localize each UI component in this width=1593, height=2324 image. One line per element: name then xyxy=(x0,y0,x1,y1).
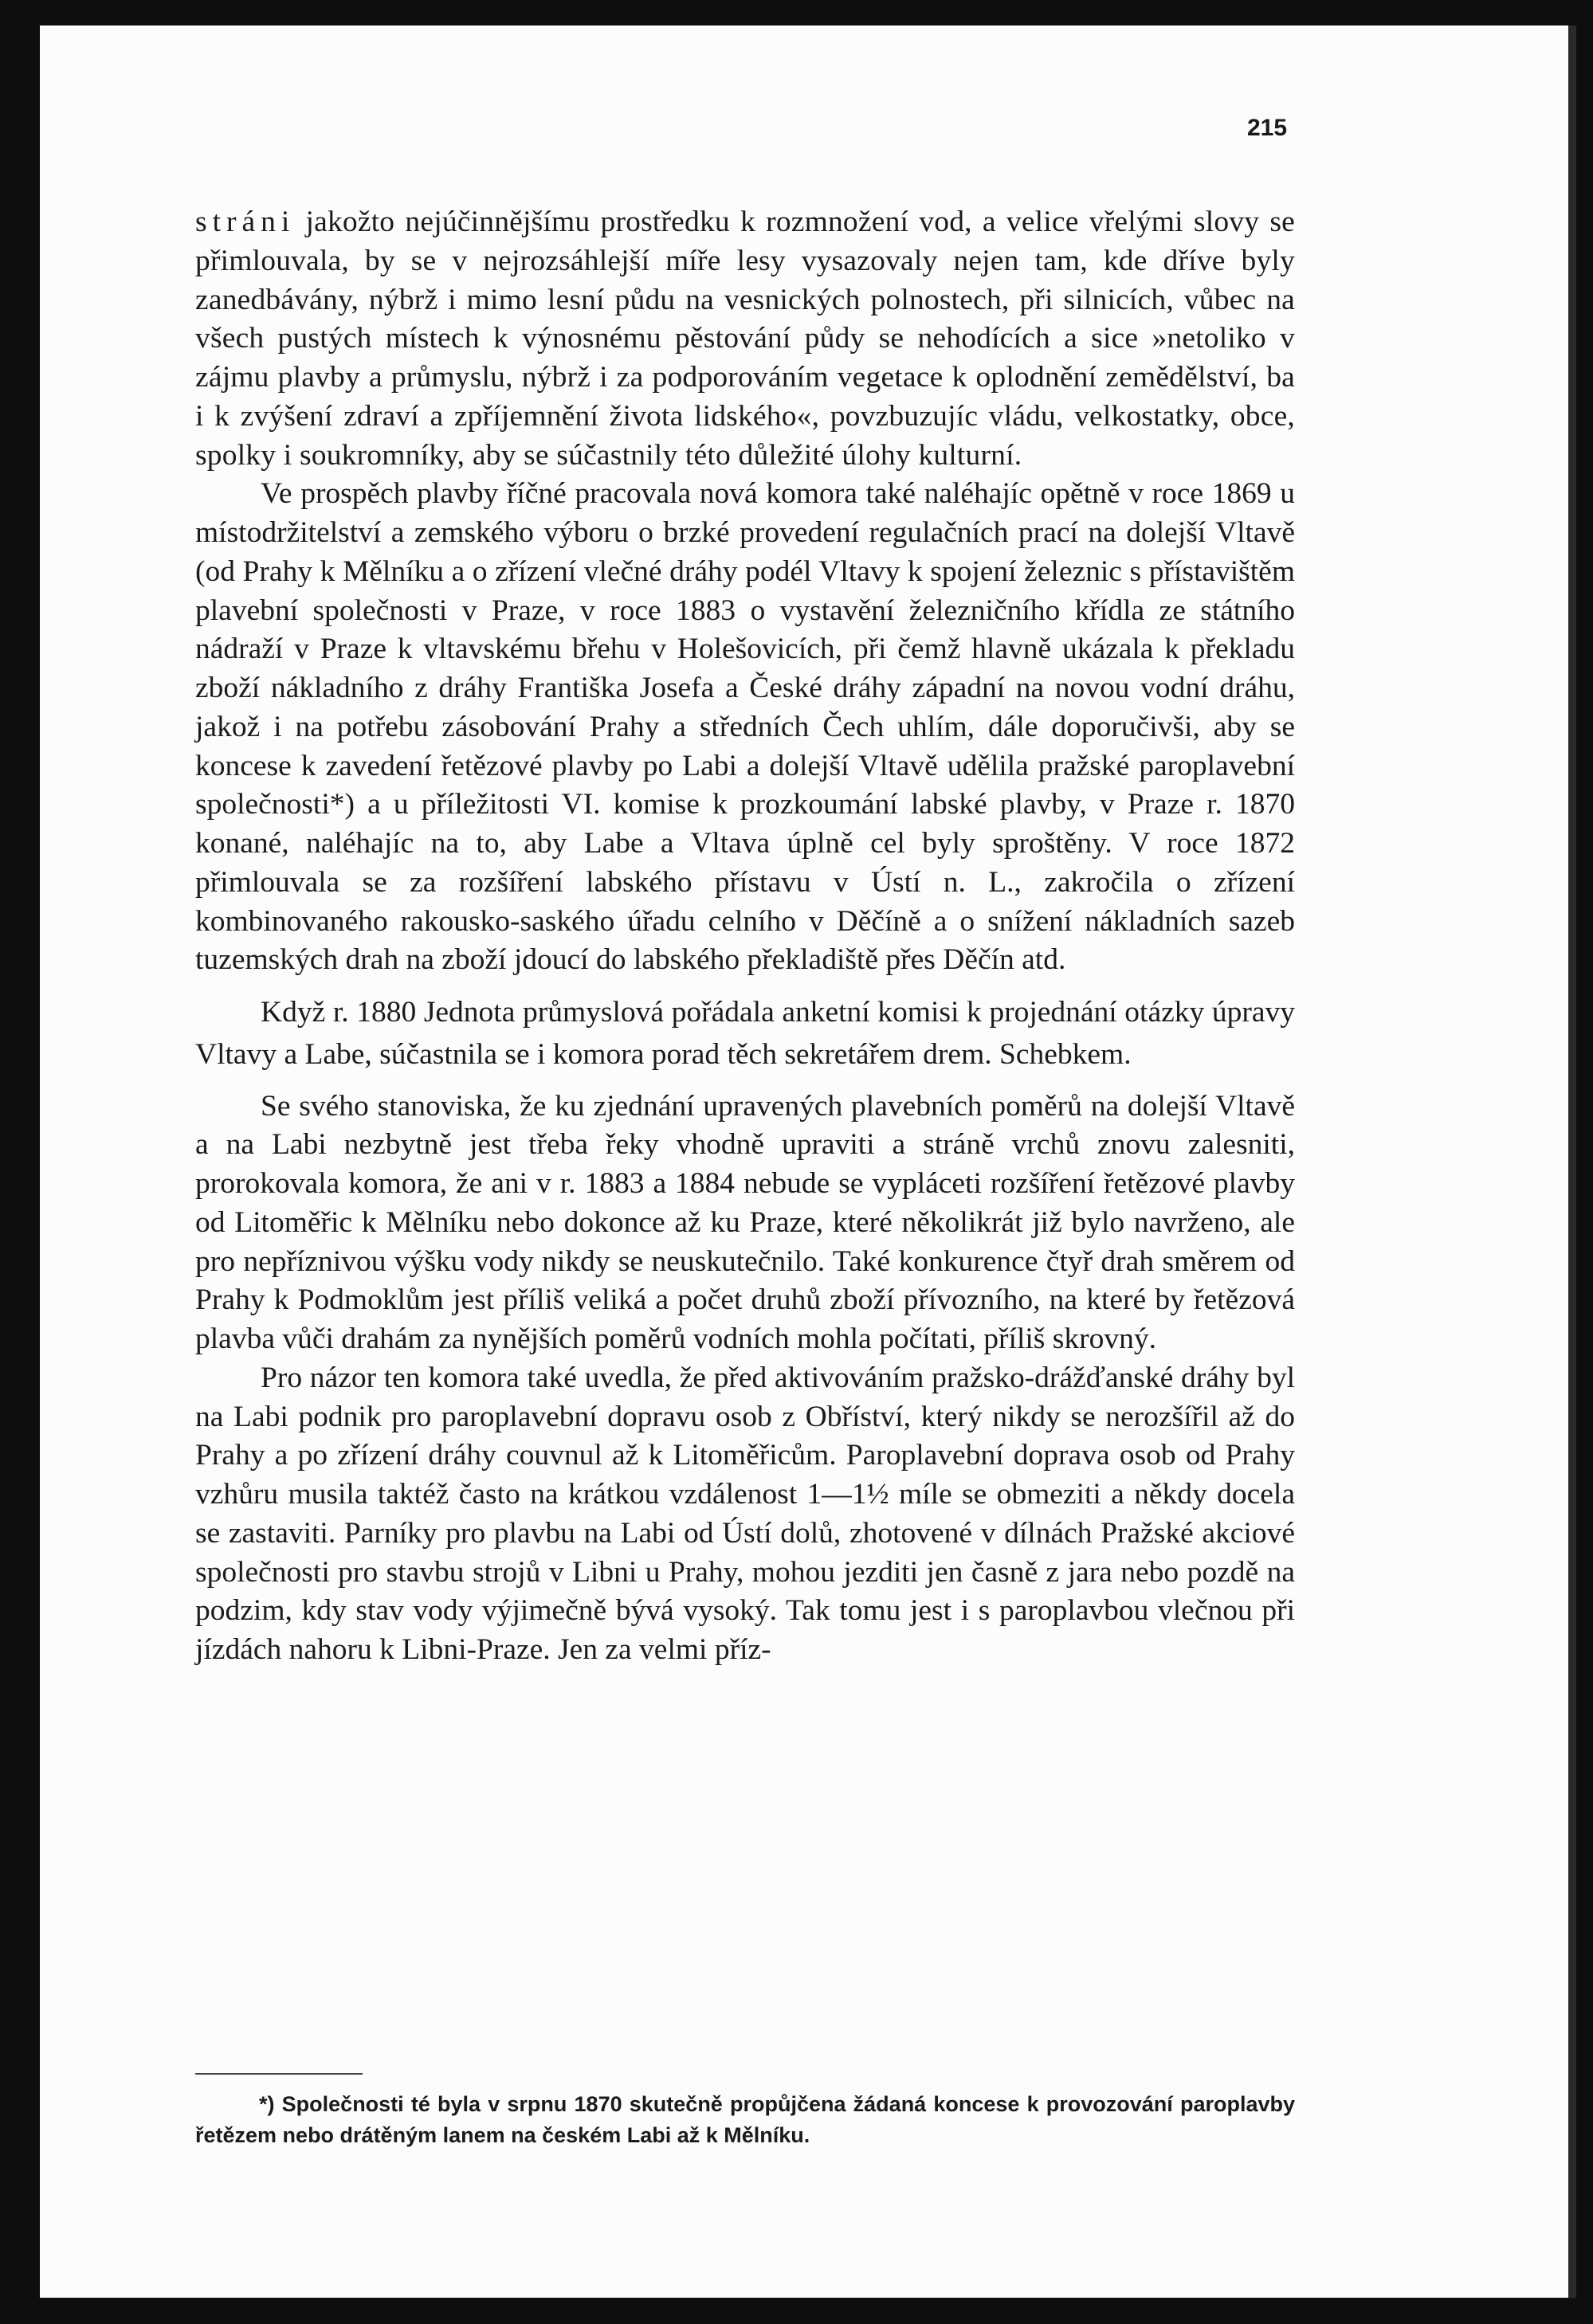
paragraph-3: Když r. 1880 Jednota průmyslová pořádala anketní komisi k projednání otázky úpravy Vltavy a Labe, súčastnila se i komora porad těch sekretářem drem. Schebkem. xyxy=(195,996,1295,1072)
paragraph-5: Pro názor ten komora také uvedla, že před aktivováním pražsko-drážďanské dráhy byl na Labi podnik pro paroplavební dopravu osob z Obříství, který nikdy se nerozšířil až do Prahy a po zřízení dráhy couvnul až k Litoměřicům. Paroplavební doprava osob od Prahy vzhůru musila taktéž často na krátkou vzdálenost 1—1½ míle se obmeziti a někdy docela se zastaviti. Parníky pro plavbu na Labi od Ústí dolů, zhotovené v dílnách Pražské akciové společnosti pro stavbu strojů v Libni u Prahy, mohou jezditi jen časně z jara nebo pozdě na podzim, kdy stav vody výjimečně bývá vysoký. Tak tomu jest i s paroplavbou vlečnou při jízdách nahoru k Libni-Praze. Jen za velmi příz- xyxy=(195,1361,1295,1666)
page-number: 215 xyxy=(1247,115,1288,141)
footnote-text: *) Společnosti té byla v srpnu 1870 skutečně propůjčena žádaná koncese k provozování paroplavby řetězem nebo drátěným lanem na českém Labi až k Mělníku. xyxy=(195,2092,1295,2148)
paragraph-2: Ve prospěch plavby říčné pracovala nová komora také naléhajíc opětně v roce 1869 u místodržitelství a zemského výboru o brzké provedení regulačních prací na dolejší Vltavě (od Prahy k Mělníku a o zřízení vlečné dráhy podél Vltavy k spojení železnic s přístavištěm plavební společnosti v Praze, v roce 1883 o vystavění železničního křídla ze státního nádraží v Praze k vltavskému břehu v Holešovicích, při čemž hlavně ukázala k překladu zboží nákladního z dráhy Františka Josefa a České dráhy západní na novou vodní dráhu, jakož i na potřebu zásobování Prahy a středních Čech uhlím, dále doporučivši, aby se koncese k zavedení řetězové plavby po Labi a dolejší Vltavě udělila pražské paroplavební společnosti*) a u příležitosti VI. komise k prozkoumání labské plavby, v Praze r. 1870 konané, naléhajíc na to, aby Labe a Vltava úplně cel byly sproštěny. V roce 1872 přimlouvala se za rozšíření labského přístavu v Ústí n. L., zakročila o zřízení kombinovaného rakousko-saského úřadu celního v Děčíně a o snížení nákladních sazeb tuzemských drah na zboží jdoucí do labského překladiště přes Děčín atd. xyxy=(195,477,1295,977)
footnote xyxy=(195,2089,1295,2151)
paragraph-1-text: jakožto nejúčinnějšímu prostředku k rozmnožení vod, a velice vřelými slovy se přimlouvala, by se v nejrozsáhlejší míře lesy vysazovaly nejen tam, kde dříve byly zanedbávány, nýbrž i mimo lesní půdu na vesnických polnostech, při silnicích, vůbec na všech pustých místech k výnosnému pěstování půdy se nehodících a sice »netoliko v zájmu plavby a průmyslu, nýbrž i za podporováním vegetace k oplodnění zemědělství, ba i k zvýšení zdraví a zpříjemnění života lidského«, povzbuzujíc vládu, velkostatky, obce, spolky i soukromníky, aby se súčastnily této důležité úlohy kulturní. xyxy=(195,206,1295,472)
body-text xyxy=(195,203,1295,1670)
paragraph-1 xyxy=(195,203,1295,475)
paragraph-1-spaced-word: stráni xyxy=(195,206,296,238)
paragraph-4: Se svého stanoviska, že ku zjednání upravených plavebních poměrů na dolejší Vltavě a na Labi nezbytně jest třeba řeky vhodně upraviti a stráně vrchů znovu zalesniti, prorokovala komora, že ani v r. 1883 a 1884 nebude se vypláceti rozšíření řetězové plavby od Litoměřic k Mělníku nebo dokonce až ku Praze, které několikrát již bylo navrženo, ale pro nepříznivou výšku vody nikdy se neuskutečnilo. Také konkurence čtyř drah směrem od Prahy k Podmoklům jest příliš veliká a počet druhů zboží přívozního, na které by řetězová plavba vůči drahám za nynějších poměrů vodních mohla počítati, příliš skrovný. xyxy=(195,1089,1295,1355)
footnote-divider xyxy=(195,2073,363,2075)
page-edge-shadow xyxy=(1568,25,1576,2298)
